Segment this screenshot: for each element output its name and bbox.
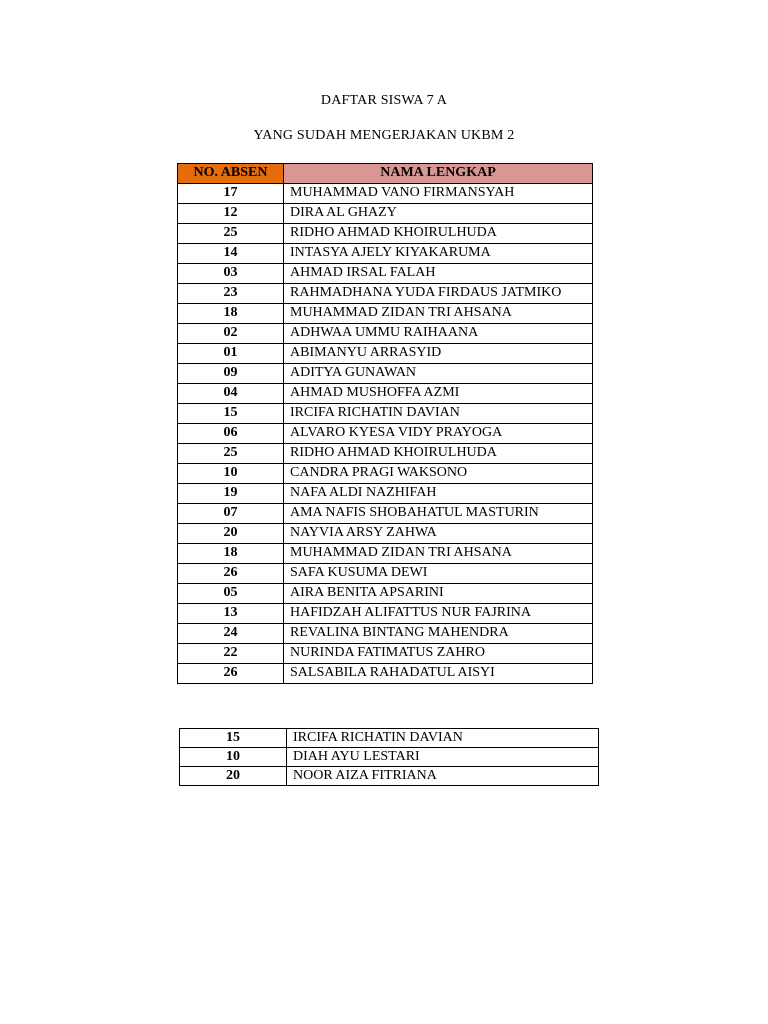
absen-number: 17	[178, 184, 284, 204]
student-name: HAFIDZAH ALIFATTUS NUR FAJRINA	[284, 604, 593, 624]
table-row	[178, 644, 593, 664]
student-name: ADHWAA UMMU RAIHAANA	[284, 324, 593, 344]
table-row	[178, 284, 593, 304]
absen-number: 13	[178, 604, 284, 624]
student-name: ALVARO KYESA VIDY PRAYOGA	[284, 424, 593, 444]
table-row	[180, 748, 599, 767]
absen-number: 12	[178, 204, 284, 224]
student-name: SALSABILA RAHADATUL AISYI	[284, 664, 593, 684]
table-row	[178, 544, 593, 564]
student-name: ABIMANYU ARRASYID	[284, 344, 593, 364]
student-name: SAFA KUSUMA DEWI	[284, 564, 593, 584]
absen-number: 18	[178, 304, 284, 324]
absen-number: 10	[178, 464, 284, 484]
absen-number: 01	[178, 344, 284, 364]
student-name: MUHAMMAD VANO FIRMANSYAH	[284, 184, 593, 204]
absen-number: 24	[178, 624, 284, 644]
table-row	[178, 444, 593, 464]
student-name: NURINDA FATIMATUS ZAHRO	[284, 644, 593, 664]
student-name: AMA NAFIS SHOBAHATUL MASTURIN	[284, 504, 593, 524]
table-row	[178, 464, 593, 484]
table-row	[180, 767, 599, 786]
student-name: AHMAD IRSAL FALAH	[284, 264, 593, 284]
table-row	[178, 664, 593, 684]
table-row	[178, 524, 593, 544]
student-name: RIDHO AHMAD KHOIRULHUDA	[284, 444, 593, 464]
table-row	[178, 304, 593, 324]
student-name: RAHMADHANA YUDA FIRDAUS JATMIKO	[284, 284, 593, 304]
absen-number: 15	[180, 729, 287, 748]
absen-number: 22	[178, 644, 284, 664]
table-row	[180, 729, 599, 748]
absen-number: 10	[180, 748, 287, 767]
additional-student-table	[179, 728, 599, 786]
table-row	[178, 604, 593, 624]
absen-number: 26	[178, 664, 284, 684]
table-row	[178, 564, 593, 584]
student-name: CANDRA PRAGI WAKSONO	[284, 464, 593, 484]
table-row	[178, 364, 593, 384]
document-subtitle: YANG SUDAH MENGERJAKAN UKBM 2	[253, 128, 515, 143]
table-row	[178, 624, 593, 644]
student-name: NOOR AIZA FITRIANA	[287, 767, 599, 786]
absen-number: 25	[178, 224, 284, 244]
table-row	[178, 324, 593, 344]
student-name: MUHAMMAD ZIDAN TRI AHSANA	[284, 304, 593, 324]
student-name: INTASYA AJELY KIYAKARUMA	[284, 244, 593, 264]
table-row	[178, 384, 593, 404]
absen-number: 09	[178, 364, 284, 384]
header-row	[178, 164, 593, 184]
student-name: AIRA BENITA APSARINI	[284, 584, 593, 604]
absen-number: 23	[178, 284, 284, 304]
table-row	[178, 504, 593, 524]
absen-number: 26	[178, 564, 284, 584]
absen-number: 02	[178, 324, 284, 344]
absen-number: 05	[178, 584, 284, 604]
student-table	[177, 163, 593, 684]
absen-number: 19	[178, 484, 284, 504]
student-name: DIAH AYU LESTARI	[287, 748, 599, 767]
header-no-absen: NO. ABSEN	[178, 164, 284, 184]
absen-number: 20	[180, 767, 287, 786]
absen-number: 20	[178, 524, 284, 544]
student-name: NAYVIA ARSY ZAHWA	[284, 524, 593, 544]
absen-number: 14	[178, 244, 284, 264]
table-row	[178, 584, 593, 604]
absen-number: 06	[178, 424, 284, 444]
header-nama-lengkap: NAMA LENGKAP	[284, 164, 593, 184]
student-name: AHMAD MUSHOFFA AZMI	[284, 384, 593, 404]
student-name: REVALINA BINTANG MAHENDRA	[284, 624, 593, 644]
student-name: ADITYA GUNAWAN	[284, 364, 593, 384]
student-name: DIRA AL GHAZY	[284, 204, 593, 224]
student-table-body	[178, 184, 593, 684]
table-row	[178, 424, 593, 444]
absen-number: 03	[178, 264, 284, 284]
student-name: NAFA ALDI NAZHIFAH	[284, 484, 593, 504]
absen-number: 04	[178, 384, 284, 404]
student-name: IRCIFA RICHATIN DAVIAN	[287, 729, 599, 748]
table-row	[178, 264, 593, 284]
student-name: RIDHO AHMAD KHOIRULHUDA	[284, 224, 593, 244]
absen-number: 15	[178, 404, 284, 424]
table-row	[178, 224, 593, 244]
student-name: IRCIFA RICHATIN DAVIAN	[284, 404, 593, 424]
table-row	[178, 204, 593, 224]
table-row	[178, 484, 593, 504]
document-title: DAFTAR SISWA 7 A	[320, 93, 448, 108]
table-row	[178, 244, 593, 264]
table-row	[178, 404, 593, 424]
table-row	[178, 184, 593, 204]
additional-table-body	[180, 729, 599, 786]
absen-number: 25	[178, 444, 284, 464]
student-name: MUHAMMAD ZIDAN TRI AHSANA	[284, 544, 593, 564]
table-row	[178, 344, 593, 364]
absen-number: 07	[178, 504, 284, 524]
absen-number: 18	[178, 544, 284, 564]
